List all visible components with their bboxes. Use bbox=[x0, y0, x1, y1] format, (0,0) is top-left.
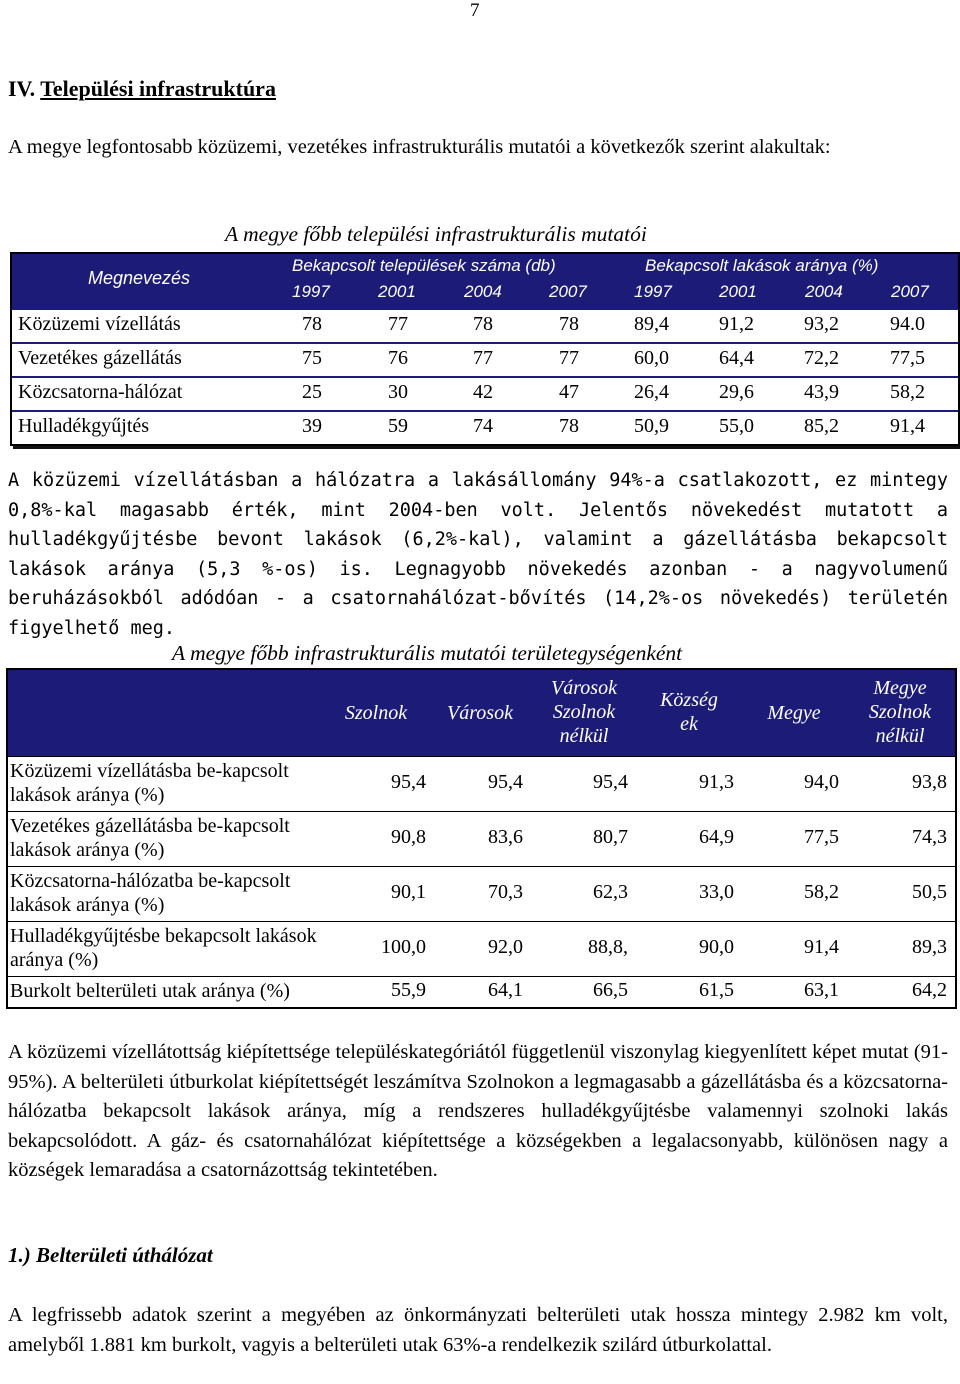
cell: 94,0 bbox=[804, 771, 839, 793]
cell: 72,2 bbox=[804, 347, 839, 369]
row-label: Burkolt belterületi utak aránya (%) bbox=[10, 980, 290, 1002]
row-label: Közcsatorna-hálózat bbox=[18, 381, 183, 403]
group1-header: Bekapcsolt települések száma (db) bbox=[292, 256, 556, 275]
cell: 77 bbox=[473, 347, 493, 369]
cell: 100,0 bbox=[381, 936, 426, 958]
cell: 66,5 bbox=[593, 979, 628, 1001]
table2-header bbox=[8, 670, 955, 756]
cell: 75 bbox=[302, 347, 322, 369]
col-header-megye-szolnok-nelkul: Megye Szolnok nélkül bbox=[868, 677, 932, 747]
cell: 78 bbox=[559, 313, 579, 335]
table2-caption: A megye főbb infrastrukturális mutatói területegységenként bbox=[172, 641, 683, 665]
cell: 91,4 bbox=[890, 415, 925, 437]
cell: 30 bbox=[388, 381, 408, 403]
cell: 95,4 bbox=[488, 771, 523, 793]
cell: 61,5 bbox=[699, 979, 734, 1001]
col-header-varosok: Városok bbox=[447, 702, 513, 724]
cell: 91,4 bbox=[804, 936, 839, 958]
cell: 93,2 bbox=[804, 313, 839, 335]
row-label: Hulladékgyűjtésbe bekapcsolt lakások aránya (%) bbox=[10, 925, 317, 971]
intro-paragraph: A megye legfontosabb közüzemi, vezetékes infrastrukturális mutatói a következők szerint alakultak: bbox=[8, 136, 831, 158]
cell: 64,1 bbox=[488, 979, 523, 1001]
table-row bbox=[12, 342, 958, 376]
cell: 43,9 bbox=[804, 381, 839, 403]
group2-header: Bekapcsolt lakások aránya (%) bbox=[645, 256, 879, 275]
row-label: Hulladékgyűjtés bbox=[18, 415, 150, 437]
cell: 64,4 bbox=[719, 347, 754, 369]
cell: 29,6 bbox=[719, 381, 754, 403]
year-header: 1997 bbox=[634, 282, 672, 301]
cell: 93,8 bbox=[912, 771, 947, 793]
cell: 39 bbox=[302, 415, 322, 437]
cell: 91,2 bbox=[719, 313, 754, 335]
cell: 62,3 bbox=[593, 881, 628, 903]
cell: 78 bbox=[559, 415, 579, 437]
infrastructure-table bbox=[10, 252, 960, 446]
cell: 64,2 bbox=[912, 979, 947, 1001]
col-header-szolnok: Szolnok bbox=[344, 702, 408, 724]
paragraph-roads: A legfrissebb adatok szerint a megyében az önkormányzati belterületi utak hossza mintegy 2.982 km volt, amelyből 1.881 km burkolt, vagyis a belterületi utak 63%-a rendelkezik szilárd útburkolattal. bbox=[8, 1304, 948, 1356]
row-label: Közüzemi vízellátásba be-kapcsolt lakások aránya (%) bbox=[10, 760, 289, 806]
cell: 89,4 bbox=[634, 313, 669, 335]
cell: 77,5 bbox=[890, 347, 925, 369]
cell: 60,0 bbox=[634, 347, 669, 369]
cell: 90,0 bbox=[699, 936, 734, 958]
cell: 70,3 bbox=[488, 881, 523, 903]
col-name-header: Megnevezés bbox=[88, 268, 191, 288]
table-row bbox=[8, 811, 955, 866]
subsection-heading: 1.) Belterületi úthálózat bbox=[8, 1243, 213, 1267]
cell: 78 bbox=[302, 313, 322, 335]
cell: 90,1 bbox=[391, 881, 426, 903]
cell: 94.0 bbox=[890, 313, 925, 335]
cell: 77,5 bbox=[804, 826, 839, 848]
cell: 80,7 bbox=[593, 826, 628, 848]
cell: 58,2 bbox=[890, 381, 925, 403]
page-number: 7 bbox=[470, 0, 480, 21]
table-row bbox=[12, 308, 958, 342]
year-header: 2001 bbox=[719, 282, 757, 301]
paragraph-water-supply bbox=[8, 466, 948, 643]
cell: 95,4 bbox=[391, 771, 426, 793]
cell: 92,0 bbox=[488, 936, 523, 958]
row-label: Közcsatorna-hálózatba be-kapcsolt lakások aránya (%) bbox=[10, 870, 291, 916]
regional-indicators-table bbox=[6, 668, 957, 1009]
year-header: 2007 bbox=[891, 282, 929, 301]
cell: 25 bbox=[302, 381, 322, 403]
cell: 77 bbox=[559, 347, 579, 369]
table-row bbox=[12, 410, 958, 444]
row-label: Vezetékes gázellátásba be-kapcsolt lakások aránya (%) bbox=[10, 815, 290, 861]
section-heading bbox=[8, 76, 276, 102]
cell: 78 bbox=[473, 313, 493, 335]
section-number: IV. bbox=[8, 76, 36, 101]
cell: 50,9 bbox=[634, 415, 669, 437]
cell: 85,2 bbox=[804, 415, 839, 437]
cell: 59 bbox=[388, 415, 408, 437]
cell: 83,6 bbox=[488, 826, 523, 848]
cell: 89,3 bbox=[912, 936, 947, 958]
table-row bbox=[8, 866, 955, 921]
cell: 26,4 bbox=[634, 381, 669, 403]
year-header: 2004 bbox=[464, 282, 502, 301]
year-header: 2004 bbox=[805, 282, 843, 301]
paragraph-coverage: A közüzemi vízellátottság kiépítettsége településkategóriától függetlenül viszonylag kiegyenlített képet mutat (91-95%). A belterületi útburkolat kiépítettségét leszámítva Szolnokon a legmagasabb a gázellátásba és a közcsatorna-hálózatba bekapcsolt lakások aránya, míg a rendszeres hulladékgyűjtésbe valamennyi szolnoki lakás bekapcsolódott. A gáz- és csatornahálózat kiépítettsége a községekben a legalacsonyabb, különösen nagy a községek lemaradása a csatornázottság tekintetében. bbox=[8, 1041, 948, 1181]
year-header: 1997 bbox=[292, 282, 330, 301]
cell: 50,5 bbox=[912, 881, 947, 903]
year-header: 2007 bbox=[549, 282, 587, 301]
cell: 64,9 bbox=[699, 826, 734, 848]
cell: 88,8, bbox=[588, 936, 628, 958]
cell: 90,8 bbox=[391, 826, 426, 848]
cell: 47 bbox=[559, 381, 579, 403]
table-row bbox=[8, 921, 955, 976]
cell: 76 bbox=[388, 347, 408, 369]
col-header-varosok-szolnok-nelkul: Városok Szolnok nélkül bbox=[551, 677, 617, 747]
year-header: 2001 bbox=[378, 282, 416, 301]
section-title: Települési infrastruktúra bbox=[40, 76, 276, 101]
table-row bbox=[8, 976, 955, 1007]
row-label: Közüzemi vízellátás bbox=[18, 313, 181, 335]
cell: 33,0 bbox=[699, 881, 734, 903]
cell: 58,2 bbox=[804, 881, 839, 903]
table-row bbox=[12, 376, 958, 410]
cell: 77 bbox=[388, 313, 408, 335]
cell: 74,3 bbox=[912, 826, 947, 848]
table-row bbox=[8, 756, 955, 811]
paragraph-text: A közüzemi vízellátásban a hálózatra a lakásállomány 94%-a csatlakozott, ez mintegy 0,8%-kal magasabb érték, mint 2004-ben volt. Jelentős növekedést mutatott a hulladékgyűjtésbe bevont lakások (6,2%-kal), valamint a gázellátásba bekapcsolt lakások aránya (5,3 %-os) is. Legnagyobb növekedés azonban - a nagyvolumenű beruházásokból adódóan - a csatornahálózat-bővítés (14,2%-os növekedés) területén figyelhető meg. bbox=[8, 470, 948, 639]
col-header-kozsegek: Község ek bbox=[660, 689, 718, 735]
table1-caption: A megye főbb települési infrastrukturális mutatói bbox=[225, 222, 647, 246]
col-header-megye: Megye bbox=[767, 702, 821, 724]
cell: 63,1 bbox=[804, 979, 839, 1001]
cell: 42 bbox=[473, 381, 493, 403]
cell: 55,0 bbox=[719, 415, 754, 437]
cell: 91,3 bbox=[699, 771, 734, 793]
cell: 95,4 bbox=[593, 771, 628, 793]
row-label: Vezetékes gázellátás bbox=[18, 347, 182, 369]
cell: 74 bbox=[473, 415, 493, 437]
cell: 55,9 bbox=[391, 979, 426, 1001]
table1-header bbox=[12, 254, 958, 308]
